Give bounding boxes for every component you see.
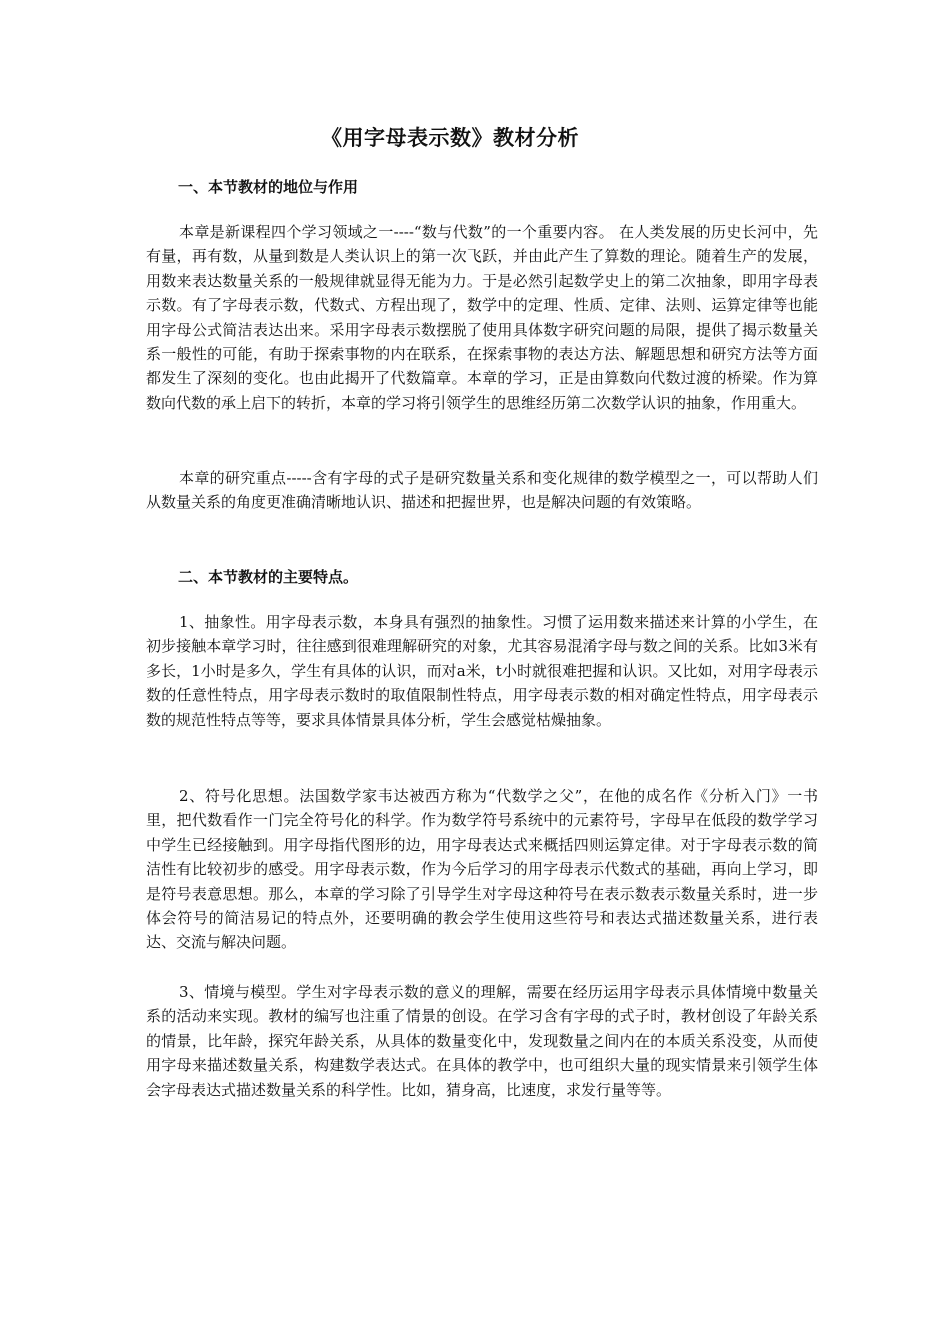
paragraph: 本章是新课程四个学习领域之一----“数与代数”的一个重要内容。 在人类发展的历史长河中，先有量，再有数，从量到数是人类认识上的第一次飞跃，并由此产生了算数的理论。随着生产的发展，用数来表达数量关系的一般规律就显得无能为力。于是必然引起数学史上的第二次抽象，即用字母表示数。有了字母表示数，代数式、方程出现了，数学中的定理、性质、定律、法则、运算定律等也能用字母公式简洁表达出来。采用字母表示数摆脱了使用具体数字研究问题的局限，提供了揭示数量关系一般性的可能，有助于探索事物的内在联系，在探索事物的表达方法、解题思想和研究方法等方面都发生了深刻的变化。也由此揭开了代数篇章。本章的学习，正是由算数向代数过渡的桥梁。作为算数向代数的承上启下的转折，本章的学习将引领学生的思维经历第二次数学认识的抽象，作用重大。	[146, 223, 818, 412]
paragraph: 2、符号化思想。法国数学家韦达被西方称为“代数学之父”，在他的成名作《分析入门》一书里，把代数看作一门完全符号化的科学。作为数学符号系统中的元素符号，字母早在低段的数学学习中学生已经接触到。用字母指代图形的边，用字母表达式来概括四则运算定律。对于字母表示数的简洁性有比较初步的感受。用字母表示数，作为今后学习的用字母表示代数式的基础，再向上学习，即是符号表意思想。那么，本章的学习除了引导学生对字母这种符号在表示数表示数量关系时，进一步体会符号的简洁易记的特点外，还要明确的教会学生使用这些符号和表达式描述数量关系，进行表达、交流与解决问题。	[146, 787, 818, 952]
paragraph: 本章的研究重点-----含有字母的式子是研究数量关系和变化规律的数学模型之一，可以帮助人们从数量关系的角度更准确清晰地认识、描述和把握世界，也是解决问题的有效策略。	[146, 469, 818, 512]
section-heading-2: 二、本节教材的主要特点。	[178, 568, 359, 586]
paragraph: 1、抽象性。用字母表示数，本身具有强烈的抽象性。习惯了运用数来描述来计算的小学生，在初步接触本章学习时，往往感到很难理解研究的对象，尤其容易混淆字母与数之间的关系。比如3米有多长，1小时是多久，学生有具体的认识，而对a米，t小时就很难把握和认识。又比如，对用字母表示数的任意性特点，用字母表示数时的取值限制性特点，用字母表示数的相对确定性特点，用字母表示数的规范性特点等等，要求具体情景具体分析，学生会感觉枯燥抽象。	[146, 613, 818, 729]
paragraph: 3、情境与模型。学生对字母表示数的意义的理解，需要在经历运用字母表示具体情境中数量关系的活动来实现。教材的编写也注重了情景的创设。在学习含有字母的式子时，教材创设了年龄关系的情景，比年龄，探究年龄关系，从具体的数量变化中，发现数量之间内在的本质关系没变，从而使用字母来描述数量关系，构建数学表达式。在具体的教学中，也可组织大量的现实情景来引领学生体会字母表达式描述数量关系的科学性。比如，猜身高，比速度，求发行量等等。	[146, 983, 818, 1099]
document-title: 《用字母表示数》教材分析	[321, 125, 579, 150]
section-heading-1: 一、本节教材的地位与作用	[178, 178, 359, 196]
